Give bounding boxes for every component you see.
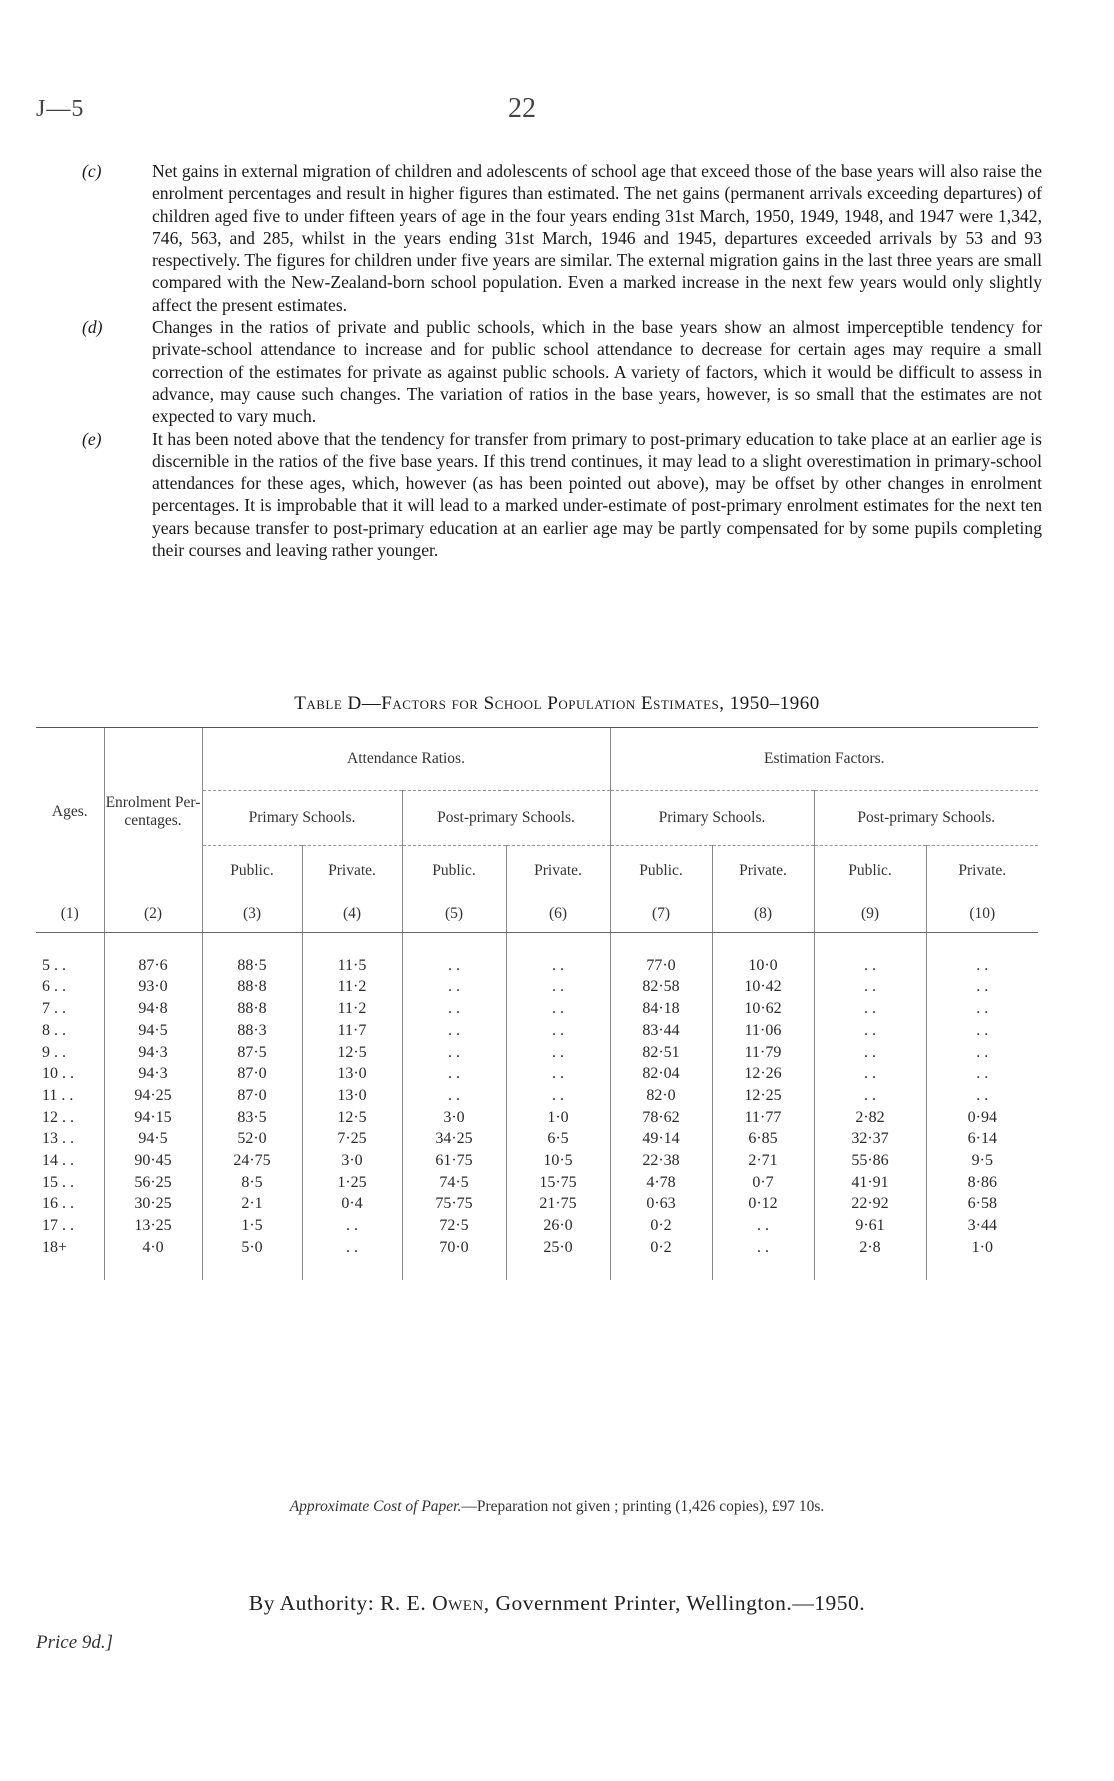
value-cell: 11·5 bbox=[302, 955, 402, 977]
value-cell: 4·78 bbox=[610, 1172, 712, 1194]
table-row bbox=[36, 1150, 1038, 1172]
value-cell: . . bbox=[402, 976, 506, 998]
value-cell: 83·5 bbox=[202, 1107, 302, 1129]
value-cell: 0·12 bbox=[712, 1193, 814, 1215]
value-cell: 1·5 bbox=[202, 1215, 302, 1237]
value-cell: 84·18 bbox=[610, 998, 712, 1020]
value-cell: 94·5 bbox=[104, 1020, 202, 1042]
price: Price 9d.] bbox=[36, 1632, 114, 1653]
value-cell: 56·25 bbox=[104, 1172, 202, 1194]
value-cell: . . bbox=[506, 1020, 610, 1042]
column-number: (4) bbox=[302, 896, 402, 933]
value-cell: 32·37 bbox=[814, 1128, 926, 1150]
value-cell: 22·92 bbox=[814, 1193, 926, 1215]
table-row bbox=[36, 1215, 1038, 1237]
value-cell: . . bbox=[814, 1020, 926, 1042]
value-cell: 88·3 bbox=[202, 1020, 302, 1042]
value-cell: 55·86 bbox=[814, 1150, 926, 1172]
value-cell: 11·2 bbox=[302, 998, 402, 1020]
page-number: 22 bbox=[508, 93, 536, 124]
value-cell: 5·0 bbox=[202, 1237, 302, 1259]
column-number: (9) bbox=[814, 896, 926, 933]
value-cell: 6·14 bbox=[926, 1128, 1038, 1150]
value-cell: . . bbox=[926, 998, 1038, 1020]
value-cell: 83·44 bbox=[610, 1020, 712, 1042]
value-cell: 12·26 bbox=[712, 1063, 814, 1085]
value-cell: 77·0 bbox=[610, 955, 712, 977]
value-cell: 1·0 bbox=[926, 1237, 1038, 1259]
value-cell: . . bbox=[814, 955, 926, 977]
value-cell: 12·25 bbox=[712, 1085, 814, 1107]
value-cell: 2·82 bbox=[814, 1107, 926, 1129]
header-private: Private. bbox=[302, 846, 402, 897]
paragraph-text: It has been noted above that the tendency for transfer from primary to post-primary education to take place at an earlier age is discernible in the ratios of the five base years. If this trend continues, it may lead to a slight overestimation in primary-school attendances for these ages, which, however (as has been pointed out above), may be offset by other changes in enrolment percentages. It is improbable that it will lead to a marked under-estimate of post-primary enrolment estimates for the next ten years because transfer to post-primary education at an earlier age may be partly compensated for by some pupils completing their courses and leaving rather younger. bbox=[152, 428, 1042, 561]
document-reference: J—5 bbox=[36, 96, 85, 122]
table-title-years: 1950–1960 bbox=[729, 693, 820, 714]
age-cell: 14 . . bbox=[42, 1152, 74, 1170]
column-number: (6) bbox=[506, 896, 610, 933]
value-cell: . . bbox=[814, 998, 926, 1020]
value-cell: 6·85 bbox=[712, 1128, 814, 1150]
value-cell: 61·75 bbox=[402, 1150, 506, 1172]
value-cell: 72·5 bbox=[402, 1215, 506, 1237]
value-cell: 13·25 bbox=[104, 1215, 202, 1237]
value-cell: 11·2 bbox=[302, 976, 402, 998]
table-title bbox=[0, 693, 1114, 715]
age-cell: 9 . . bbox=[42, 1043, 66, 1061]
table-row bbox=[36, 1063, 1038, 1085]
value-cell: 22·38 bbox=[610, 1150, 712, 1172]
value-cell: 74·5 bbox=[402, 1172, 506, 1194]
value-cell: 34·25 bbox=[402, 1128, 506, 1150]
age-cell: 15 . . bbox=[42, 1173, 74, 1191]
value-cell: 94·3 bbox=[104, 1063, 202, 1085]
table-row bbox=[36, 1172, 1038, 1194]
value-cell: . . bbox=[926, 1085, 1038, 1107]
value-cell: . . bbox=[814, 1042, 926, 1064]
value-cell: 41·91 bbox=[814, 1172, 926, 1194]
header-public: Public. bbox=[814, 846, 926, 897]
value-cell: 10·5 bbox=[506, 1150, 610, 1172]
authority-prefix: By Authority: bbox=[248, 1591, 375, 1615]
value-cell: 7·25 bbox=[302, 1128, 402, 1150]
value-cell: 8·86 bbox=[926, 1172, 1038, 1194]
value-cell: 12·5 bbox=[302, 1042, 402, 1064]
value-cell: . . bbox=[506, 1085, 610, 1107]
value-cell: 2·1 bbox=[202, 1193, 302, 1215]
column-number: (1) bbox=[36, 896, 104, 933]
age-cell: 6 . . bbox=[42, 978, 66, 996]
printer-authority bbox=[0, 1591, 1114, 1616]
value-cell: 94·25 bbox=[104, 1085, 202, 1107]
header-public: Public. bbox=[402, 846, 506, 897]
value-cell: 13·0 bbox=[302, 1085, 402, 1107]
value-cell: 87·6 bbox=[104, 955, 202, 977]
value-cell: . . bbox=[926, 955, 1038, 977]
table-row bbox=[36, 998, 1038, 1020]
table-row bbox=[36, 976, 1038, 998]
value-cell: 21·75 bbox=[506, 1193, 610, 1215]
header-attendance-ratios: Attendance Ratios. bbox=[202, 728, 610, 791]
table-row bbox=[36, 955, 1038, 977]
value-cell: 0·7 bbox=[712, 1172, 814, 1194]
approximate-cost bbox=[0, 1498, 1114, 1516]
value-cell: 25·0 bbox=[506, 1237, 610, 1259]
value-cell: 82·0 bbox=[610, 1085, 712, 1107]
value-cell: 30·25 bbox=[104, 1193, 202, 1215]
table-row bbox=[36, 1107, 1038, 1129]
header-public: Public. bbox=[610, 846, 712, 897]
value-cell: 3·0 bbox=[302, 1150, 402, 1172]
table-row bbox=[36, 1128, 1038, 1150]
table-row bbox=[36, 1237, 1038, 1259]
value-cell: 49·14 bbox=[610, 1128, 712, 1150]
column-number: (5) bbox=[402, 896, 506, 933]
value-cell: 0·63 bbox=[610, 1193, 712, 1215]
value-cell: . . bbox=[506, 976, 610, 998]
value-cell: 4·0 bbox=[104, 1237, 202, 1259]
value-cell: 94·3 bbox=[104, 1042, 202, 1064]
header-public: Public. bbox=[202, 846, 302, 897]
column-number: (8) bbox=[712, 896, 814, 933]
value-cell: 87·5 bbox=[202, 1042, 302, 1064]
value-cell: 70·0 bbox=[402, 1237, 506, 1259]
value-cell: 88·8 bbox=[202, 998, 302, 1020]
cost-label: Approximate Cost of Paper. bbox=[289, 1498, 462, 1515]
header-private: Private. bbox=[712, 846, 814, 897]
table-body bbox=[36, 933, 1038, 1281]
table-row bbox=[36, 1085, 1038, 1107]
printer-name: R. E. Owen, bbox=[380, 1591, 490, 1615]
value-cell: 90·45 bbox=[104, 1150, 202, 1172]
value-cell: 94·8 bbox=[104, 998, 202, 1020]
header-enrolment: Enrolment Per-centages. bbox=[104, 728, 202, 897]
value-cell: 10·42 bbox=[712, 976, 814, 998]
header-private: Private. bbox=[506, 846, 610, 897]
value-cell: 88·5 bbox=[202, 955, 302, 977]
value-cell: 0·4 bbox=[302, 1193, 402, 1215]
column-number: (2) bbox=[104, 896, 202, 933]
value-cell: . . bbox=[302, 1215, 402, 1237]
age-cell: 7 . . bbox=[42, 1000, 66, 1018]
paragraph-text: Net gains in external migration of children and adolescents of school age that exceed those of the base years will also raise the enrolment percentages and result in higher figures than estimated. The net gains (permanent arrivals exceeding departures) of children aged five to under fifteen years of age in the four years ending 31st March, 1950, 1949, 1948, and 1947 were 1,342, 746, 563, and 285, whilst in the years ending 31st March, 1946 and 1945, departures exceeded arrivals by 53 and 93 respectively. The figures for children under five years are similar. The external migration gains in the last three years are small compared with the New-Zealand-born school population. Even a marked increase in the next few years would only slightly affect the present estimates. bbox=[152, 161, 1042, 315]
value-cell: . . bbox=[926, 1042, 1038, 1064]
value-cell: 10·62 bbox=[712, 998, 814, 1020]
table-row bbox=[36, 1042, 1038, 1064]
value-cell: 9·5 bbox=[926, 1150, 1038, 1172]
column-number: (7) bbox=[610, 896, 712, 933]
value-cell: 11·7 bbox=[302, 1020, 402, 1042]
value-cell: 82·58 bbox=[610, 976, 712, 998]
table-row bbox=[36, 1020, 1038, 1042]
value-cell: 3·0 bbox=[402, 1107, 506, 1129]
value-cell: 52·0 bbox=[202, 1128, 302, 1150]
value-cell: 88·8 bbox=[202, 976, 302, 998]
value-cell: 11·06 bbox=[712, 1020, 814, 1042]
value-cell: 2·8 bbox=[814, 1237, 926, 1259]
header-attendance-primary: Primary Schools. bbox=[202, 791, 402, 846]
age-cell: 18+ bbox=[42, 1238, 68, 1256]
value-cell: . . bbox=[926, 1020, 1038, 1042]
value-cell: . . bbox=[712, 1237, 814, 1259]
value-cell: . . bbox=[926, 976, 1038, 998]
age-cell: 13 . . bbox=[42, 1130, 74, 1148]
column-number: (10) bbox=[926, 896, 1038, 933]
value-cell: 1·0 bbox=[506, 1107, 610, 1129]
value-cell: 6·58 bbox=[926, 1193, 1038, 1215]
paragraph-c bbox=[82, 160, 1042, 316]
paragraph-e bbox=[82, 428, 1042, 562]
value-cell: 10·0 bbox=[712, 955, 814, 977]
header-estimation-post-primary: Post-primary Schools. bbox=[814, 791, 1038, 846]
value-cell: . . bbox=[926, 1063, 1038, 1085]
value-cell: 12·5 bbox=[302, 1107, 402, 1129]
age-cell: 5 . . bbox=[42, 956, 66, 974]
value-cell: . . bbox=[402, 955, 506, 977]
cost-text: —Preparation not given ; printing (1,426 copies), £97 10s. bbox=[461, 1498, 825, 1515]
value-cell: . . bbox=[402, 1085, 506, 1107]
age-cell: 11 . . bbox=[42, 1086, 74, 1104]
value-cell: . . bbox=[506, 998, 610, 1020]
value-cell: 1·25 bbox=[302, 1172, 402, 1194]
paragraph-label: (d) bbox=[82, 317, 103, 338]
value-cell: 87·0 bbox=[202, 1063, 302, 1085]
value-cell: 87·0 bbox=[202, 1085, 302, 1107]
value-cell: . . bbox=[814, 1063, 926, 1085]
value-cell: . . bbox=[506, 955, 610, 977]
value-cell: 13·0 bbox=[302, 1063, 402, 1085]
value-cell: 11·77 bbox=[712, 1107, 814, 1129]
value-cell: . . bbox=[506, 1063, 610, 1085]
header-attendance-post-primary: Post-primary Schools. bbox=[402, 791, 610, 846]
value-cell: . . bbox=[402, 998, 506, 1020]
value-cell: 11·79 bbox=[712, 1042, 814, 1064]
value-cell: 26·0 bbox=[506, 1215, 610, 1237]
table-row bbox=[36, 1193, 1038, 1215]
paragraph-label: (e) bbox=[82, 428, 102, 449]
value-cell: 75·75 bbox=[402, 1193, 506, 1215]
age-cell: 16 . . bbox=[42, 1195, 74, 1213]
authority-suffix: Government Printer, Wellington.—1950. bbox=[495, 1591, 866, 1615]
value-cell: 0·94 bbox=[926, 1107, 1038, 1129]
value-cell: 0·2 bbox=[610, 1237, 712, 1259]
value-cell: 82·51 bbox=[610, 1042, 712, 1064]
value-cell: . . bbox=[402, 1042, 506, 1064]
value-cell: 8·5 bbox=[202, 1172, 302, 1194]
value-cell: 3·44 bbox=[926, 1215, 1038, 1237]
age-cell: 12 . . bbox=[42, 1108, 74, 1126]
header-estimation-primary: Primary Schools. bbox=[610, 791, 814, 846]
value-cell: . . bbox=[402, 1063, 506, 1085]
header-ages: Ages. bbox=[36, 728, 104, 897]
factors-table bbox=[36, 727, 1038, 1280]
value-cell: . . bbox=[814, 976, 926, 998]
paragraph-text: Changes in the ratios of private and public schools, which in the base years show an almost imperceptible tendency for private-school attendance to increase and for public school attendance to decrease for certain ages may require a small correction of the estimates for private as against public schools. A variety of factors, which it would be difficult to assess in advance, may cause such changes. The variation of ratios in the base years, however, is so small that the estimates are not expected to vary much. bbox=[152, 317, 1042, 427]
value-cell: 24·75 bbox=[202, 1150, 302, 1172]
value-cell: . . bbox=[302, 1237, 402, 1259]
age-cell: 17 . . bbox=[42, 1217, 74, 1235]
value-cell: . . bbox=[814, 1085, 926, 1107]
body-paragraphs bbox=[82, 160, 1042, 561]
column-number-row bbox=[36, 896, 1038, 933]
value-cell: 2·71 bbox=[712, 1150, 814, 1172]
header-private: Private. bbox=[926, 846, 1038, 897]
value-cell: 15·75 bbox=[506, 1172, 610, 1194]
value-cell: 94·15 bbox=[104, 1107, 202, 1129]
value-cell: 93·0 bbox=[104, 976, 202, 998]
value-cell: . . bbox=[712, 1215, 814, 1237]
value-cell: 82·04 bbox=[610, 1063, 712, 1085]
header-estimation-factors: Estimation Factors. bbox=[610, 728, 1038, 791]
paragraph-label: (c) bbox=[82, 161, 102, 181]
value-cell: 78·62 bbox=[610, 1107, 712, 1129]
column-number: (3) bbox=[202, 896, 302, 933]
age-cell: 8 . . bbox=[42, 1021, 66, 1039]
value-cell: 6·5 bbox=[506, 1128, 610, 1150]
paragraph-d bbox=[82, 316, 1042, 427]
value-cell: . . bbox=[506, 1042, 610, 1064]
value-cell: . . bbox=[402, 1020, 506, 1042]
age-cell: 10 . . bbox=[42, 1065, 74, 1083]
value-cell: 9·61 bbox=[814, 1215, 926, 1237]
value-cell: 0·2 bbox=[610, 1215, 712, 1237]
value-cell: 94·5 bbox=[104, 1128, 202, 1150]
table-title-text: Table D—Factors for School Population Estimates, bbox=[294, 693, 725, 714]
